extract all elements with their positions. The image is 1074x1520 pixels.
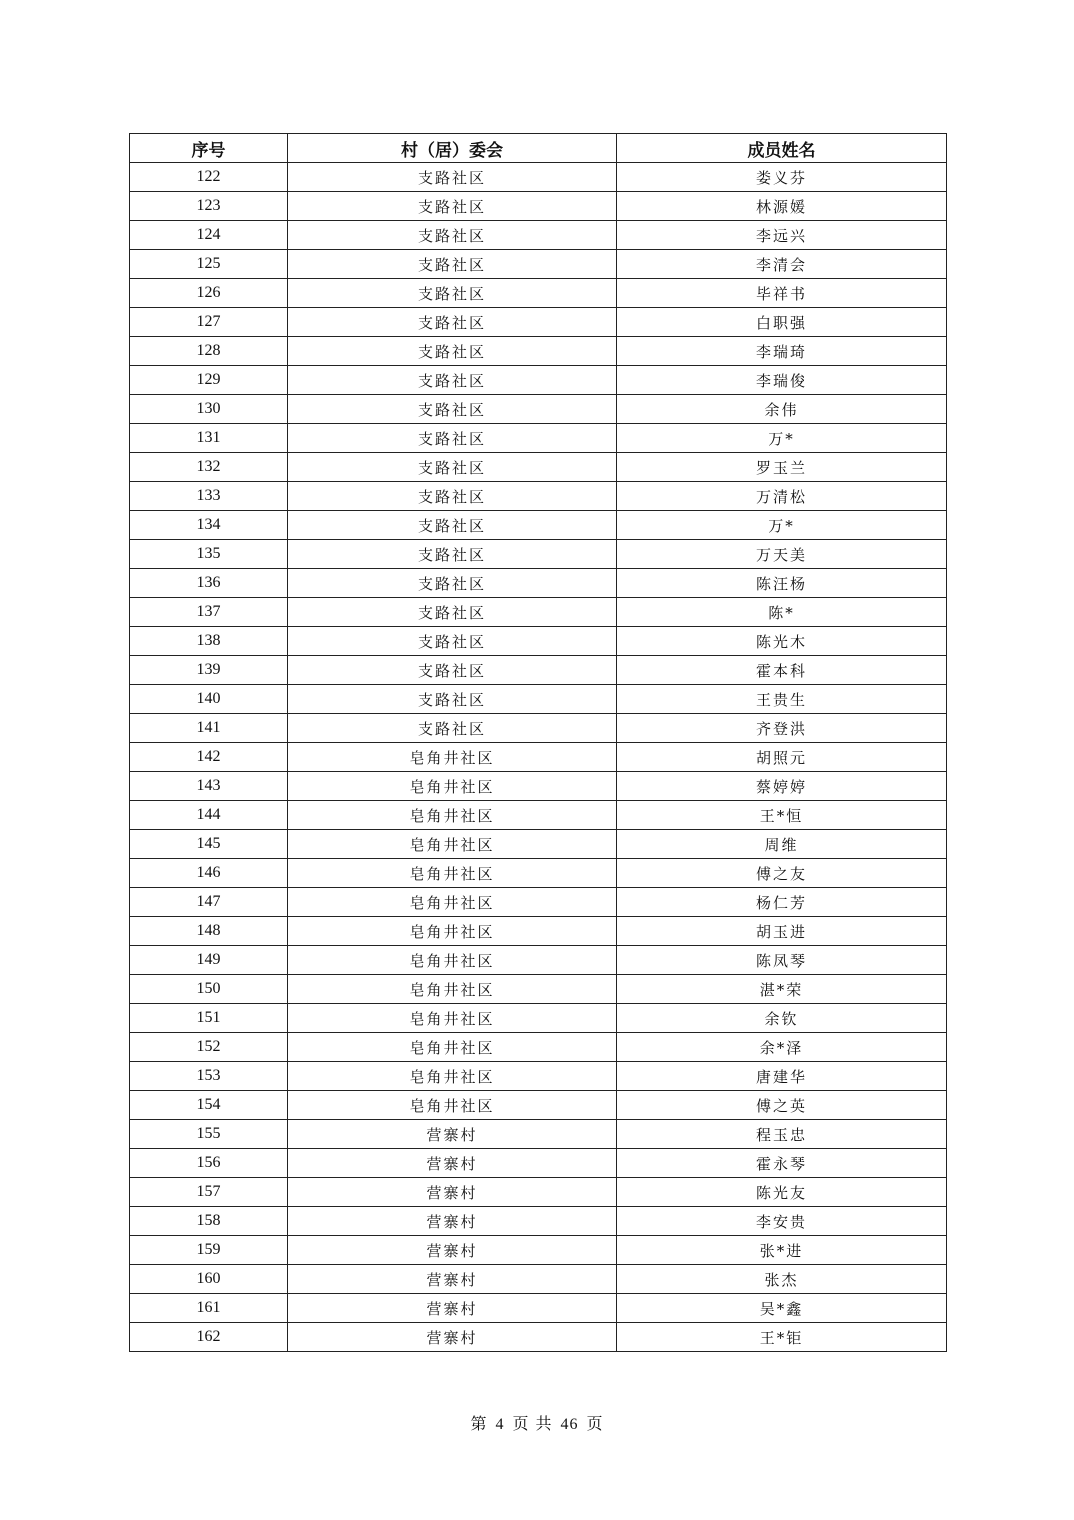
cell-serial-number: 128 [130, 337, 288, 366]
cell-committee: 支路社区 [288, 308, 617, 337]
table-row [130, 888, 947, 917]
cell-serial-number: 156 [130, 1149, 288, 1178]
member-table [129, 133, 947, 1352]
cell-serial-number: 135 [130, 540, 288, 569]
cell-committee: 支路社区 [288, 395, 617, 424]
table-row [130, 859, 947, 888]
cell-member-name: 吴*鑫 [617, 1294, 947, 1323]
table-row [130, 917, 947, 946]
table-row [130, 1178, 947, 1207]
cell-committee: 营寨村 [288, 1178, 617, 1207]
cell-member-name: 霍本科 [617, 656, 947, 685]
table-row [130, 1294, 947, 1323]
cell-serial-number: 161 [130, 1294, 288, 1323]
cell-member-name: 罗玉兰 [617, 453, 947, 482]
cell-committee: 支路社区 [288, 250, 617, 279]
cell-serial-number: 157 [130, 1178, 288, 1207]
cell-member-name: 湛*荣 [617, 975, 947, 1004]
table-row [130, 1033, 947, 1062]
cell-committee: 支路社区 [288, 685, 617, 714]
table-row [130, 830, 947, 859]
table-row [130, 772, 947, 801]
cell-committee: 皂角井社区 [288, 1091, 617, 1120]
cell-member-name: 陈光木 [617, 627, 947, 656]
cell-member-name: 万* [617, 424, 947, 453]
cell-committee: 营寨村 [288, 1294, 617, 1323]
table-row [130, 1236, 947, 1265]
table-row [130, 1120, 947, 1149]
cell-member-name: 余*泽 [617, 1033, 947, 1062]
table-row [130, 308, 947, 337]
cell-member-name: 蔡婷婷 [617, 772, 947, 801]
cell-serial-number: 134 [130, 511, 288, 540]
cell-member-name: 陈* [617, 598, 947, 627]
cell-member-name: 傅之友 [617, 859, 947, 888]
cell-serial-number: 126 [130, 279, 288, 308]
table-row [130, 366, 947, 395]
cell-serial-number: 122 [130, 163, 288, 192]
cell-member-name: 王贵生 [617, 685, 947, 714]
header-committee: 村（居）委会 [288, 134, 617, 163]
cell-serial-number: 147 [130, 888, 288, 917]
cell-member-name: 李瑞俊 [617, 366, 947, 395]
table-row [130, 511, 947, 540]
cell-committee: 支路社区 [288, 627, 617, 656]
cell-committee: 皂角井社区 [288, 975, 617, 1004]
cell-committee: 支路社区 [288, 163, 617, 192]
cell-member-name: 张杰 [617, 1265, 947, 1294]
table-row [130, 656, 947, 685]
cell-serial-number: 141 [130, 714, 288, 743]
table-row [130, 221, 947, 250]
cell-serial-number: 162 [130, 1323, 288, 1352]
table-row [130, 395, 947, 424]
cell-serial-number: 124 [130, 221, 288, 250]
table-row [130, 337, 947, 366]
cell-committee: 皂角井社区 [288, 917, 617, 946]
cell-committee: 皂角井社区 [288, 1004, 617, 1033]
cell-committee: 支路社区 [288, 714, 617, 743]
table-row [130, 685, 947, 714]
cell-member-name: 万* [617, 511, 947, 540]
table-row [130, 424, 947, 453]
cell-serial-number: 151 [130, 1004, 288, 1033]
cell-member-name: 周维 [617, 830, 947, 859]
cell-member-name: 王*恒 [617, 801, 947, 830]
cell-member-name: 程玉忠 [617, 1120, 947, 1149]
header-serial-number: 序号 [130, 134, 288, 163]
cell-serial-number: 137 [130, 598, 288, 627]
cell-member-name: 张*进 [617, 1236, 947, 1265]
table-row [130, 482, 947, 511]
cell-serial-number: 129 [130, 366, 288, 395]
cell-committee: 皂角井社区 [288, 801, 617, 830]
cell-serial-number: 142 [130, 743, 288, 772]
cell-member-name: 万清松 [617, 482, 947, 511]
cell-committee: 支路社区 [288, 337, 617, 366]
cell-serial-number: 136 [130, 569, 288, 598]
table-row [130, 1091, 947, 1120]
cell-member-name: 陈光友 [617, 1178, 947, 1207]
cell-serial-number: 146 [130, 859, 288, 888]
cell-committee: 支路社区 [288, 221, 617, 250]
cell-serial-number: 139 [130, 656, 288, 685]
table-row [130, 279, 947, 308]
cell-serial-number: 145 [130, 830, 288, 859]
table-row [130, 1323, 947, 1352]
cell-committee: 支路社区 [288, 598, 617, 627]
cell-serial-number: 153 [130, 1062, 288, 1091]
cell-committee: 营寨村 [288, 1323, 617, 1352]
cell-member-name: 霍永琴 [617, 1149, 947, 1178]
page-footer [0, 1411, 1074, 1434]
table-row [130, 1149, 947, 1178]
cell-member-name: 杨仁芳 [617, 888, 947, 917]
cell-serial-number: 155 [130, 1120, 288, 1149]
table-row [130, 1207, 947, 1236]
cell-member-name: 胡玉进 [617, 917, 947, 946]
cell-committee: 皂角井社区 [288, 1033, 617, 1062]
cell-member-name: 王*钜 [617, 1323, 947, 1352]
cell-member-name: 李瑞琦 [617, 337, 947, 366]
cell-serial-number: 125 [130, 250, 288, 279]
cell-member-name: 胡照元 [617, 743, 947, 772]
cell-serial-number: 123 [130, 192, 288, 221]
cell-committee: 皂角井社区 [288, 946, 617, 975]
cell-serial-number: 130 [130, 395, 288, 424]
footer-suffix: 页 [586, 1414, 604, 1433]
cell-committee: 支路社区 [288, 453, 617, 482]
cell-member-name: 娄义芬 [617, 163, 947, 192]
cell-serial-number: 138 [130, 627, 288, 656]
cell-serial-number: 159 [130, 1236, 288, 1265]
cell-member-name: 李清会 [617, 250, 947, 279]
cell-serial-number: 131 [130, 424, 288, 453]
cell-serial-number: 160 [130, 1265, 288, 1294]
cell-member-name: 毕祥书 [617, 279, 947, 308]
cell-member-name: 白职强 [617, 308, 947, 337]
cell-member-name: 余伟 [617, 395, 947, 424]
cell-committee: 皂角井社区 [288, 830, 617, 859]
cell-member-name: 万天美 [617, 540, 947, 569]
cell-serial-number: 133 [130, 482, 288, 511]
cell-member-name: 齐登洪 [617, 714, 947, 743]
cell-member-name: 余钦 [617, 1004, 947, 1033]
cell-serial-number: 150 [130, 975, 288, 1004]
cell-committee: 皂角井社区 [288, 743, 617, 772]
cell-serial-number: 140 [130, 685, 288, 714]
cell-committee: 营寨村 [288, 1149, 617, 1178]
cell-member-name: 李安贵 [617, 1207, 947, 1236]
cell-committee: 皂角井社区 [288, 859, 617, 888]
cell-serial-number: 158 [130, 1207, 288, 1236]
cell-committee: 支路社区 [288, 424, 617, 453]
cell-serial-number: 148 [130, 917, 288, 946]
table-body [130, 163, 947, 1352]
cell-committee: 皂角井社区 [288, 1062, 617, 1091]
cell-member-name: 林源媛 [617, 192, 947, 221]
cell-committee: 支路社区 [288, 569, 617, 598]
footer-total-pages: 46 [560, 1416, 579, 1433]
cell-committee: 营寨村 [288, 1120, 617, 1149]
footer-current-page: 4 [495, 1416, 505, 1433]
table-row [130, 1062, 947, 1091]
cell-serial-number: 143 [130, 772, 288, 801]
table-row [130, 163, 947, 192]
footer-middle: 页 共 [512, 1414, 553, 1433]
table-row [130, 1265, 947, 1294]
footer-prefix: 第 [470, 1414, 488, 1433]
table-row [130, 192, 947, 221]
table-row [130, 627, 947, 656]
table-row [130, 975, 947, 1004]
cell-serial-number: 127 [130, 308, 288, 337]
cell-committee: 营寨村 [288, 1236, 617, 1265]
cell-serial-number: 152 [130, 1033, 288, 1062]
table-row [130, 946, 947, 975]
cell-committee: 支路社区 [288, 366, 617, 395]
table-row [130, 801, 947, 830]
cell-committee: 支路社区 [288, 511, 617, 540]
cell-committee: 支路社区 [288, 656, 617, 685]
cell-serial-number: 154 [130, 1091, 288, 1120]
table-row [130, 598, 947, 627]
cell-member-name: 陈凤琴 [617, 946, 947, 975]
cell-member-name: 陈汪杨 [617, 569, 947, 598]
cell-member-name: 唐建华 [617, 1062, 947, 1091]
table-row [130, 453, 947, 482]
cell-committee: 皂角井社区 [288, 772, 617, 801]
table-row [130, 1004, 947, 1033]
table-row [130, 250, 947, 279]
cell-committee: 支路社区 [288, 279, 617, 308]
table-header-row [130, 134, 947, 163]
cell-member-name: 李远兴 [617, 221, 947, 250]
cell-committee: 支路社区 [288, 540, 617, 569]
cell-serial-number: 144 [130, 801, 288, 830]
cell-committee: 皂角井社区 [288, 888, 617, 917]
table-row [130, 743, 947, 772]
cell-committee: 营寨村 [288, 1207, 617, 1236]
cell-committee: 营寨村 [288, 1265, 617, 1294]
cell-committee: 支路社区 [288, 192, 617, 221]
cell-member-name: 傅之英 [617, 1091, 947, 1120]
cell-committee: 支路社区 [288, 482, 617, 511]
table-row [130, 569, 947, 598]
table-row [130, 540, 947, 569]
cell-serial-number: 149 [130, 946, 288, 975]
header-member-name: 成员姓名 [617, 134, 947, 163]
table-row [130, 714, 947, 743]
cell-serial-number: 132 [130, 453, 288, 482]
